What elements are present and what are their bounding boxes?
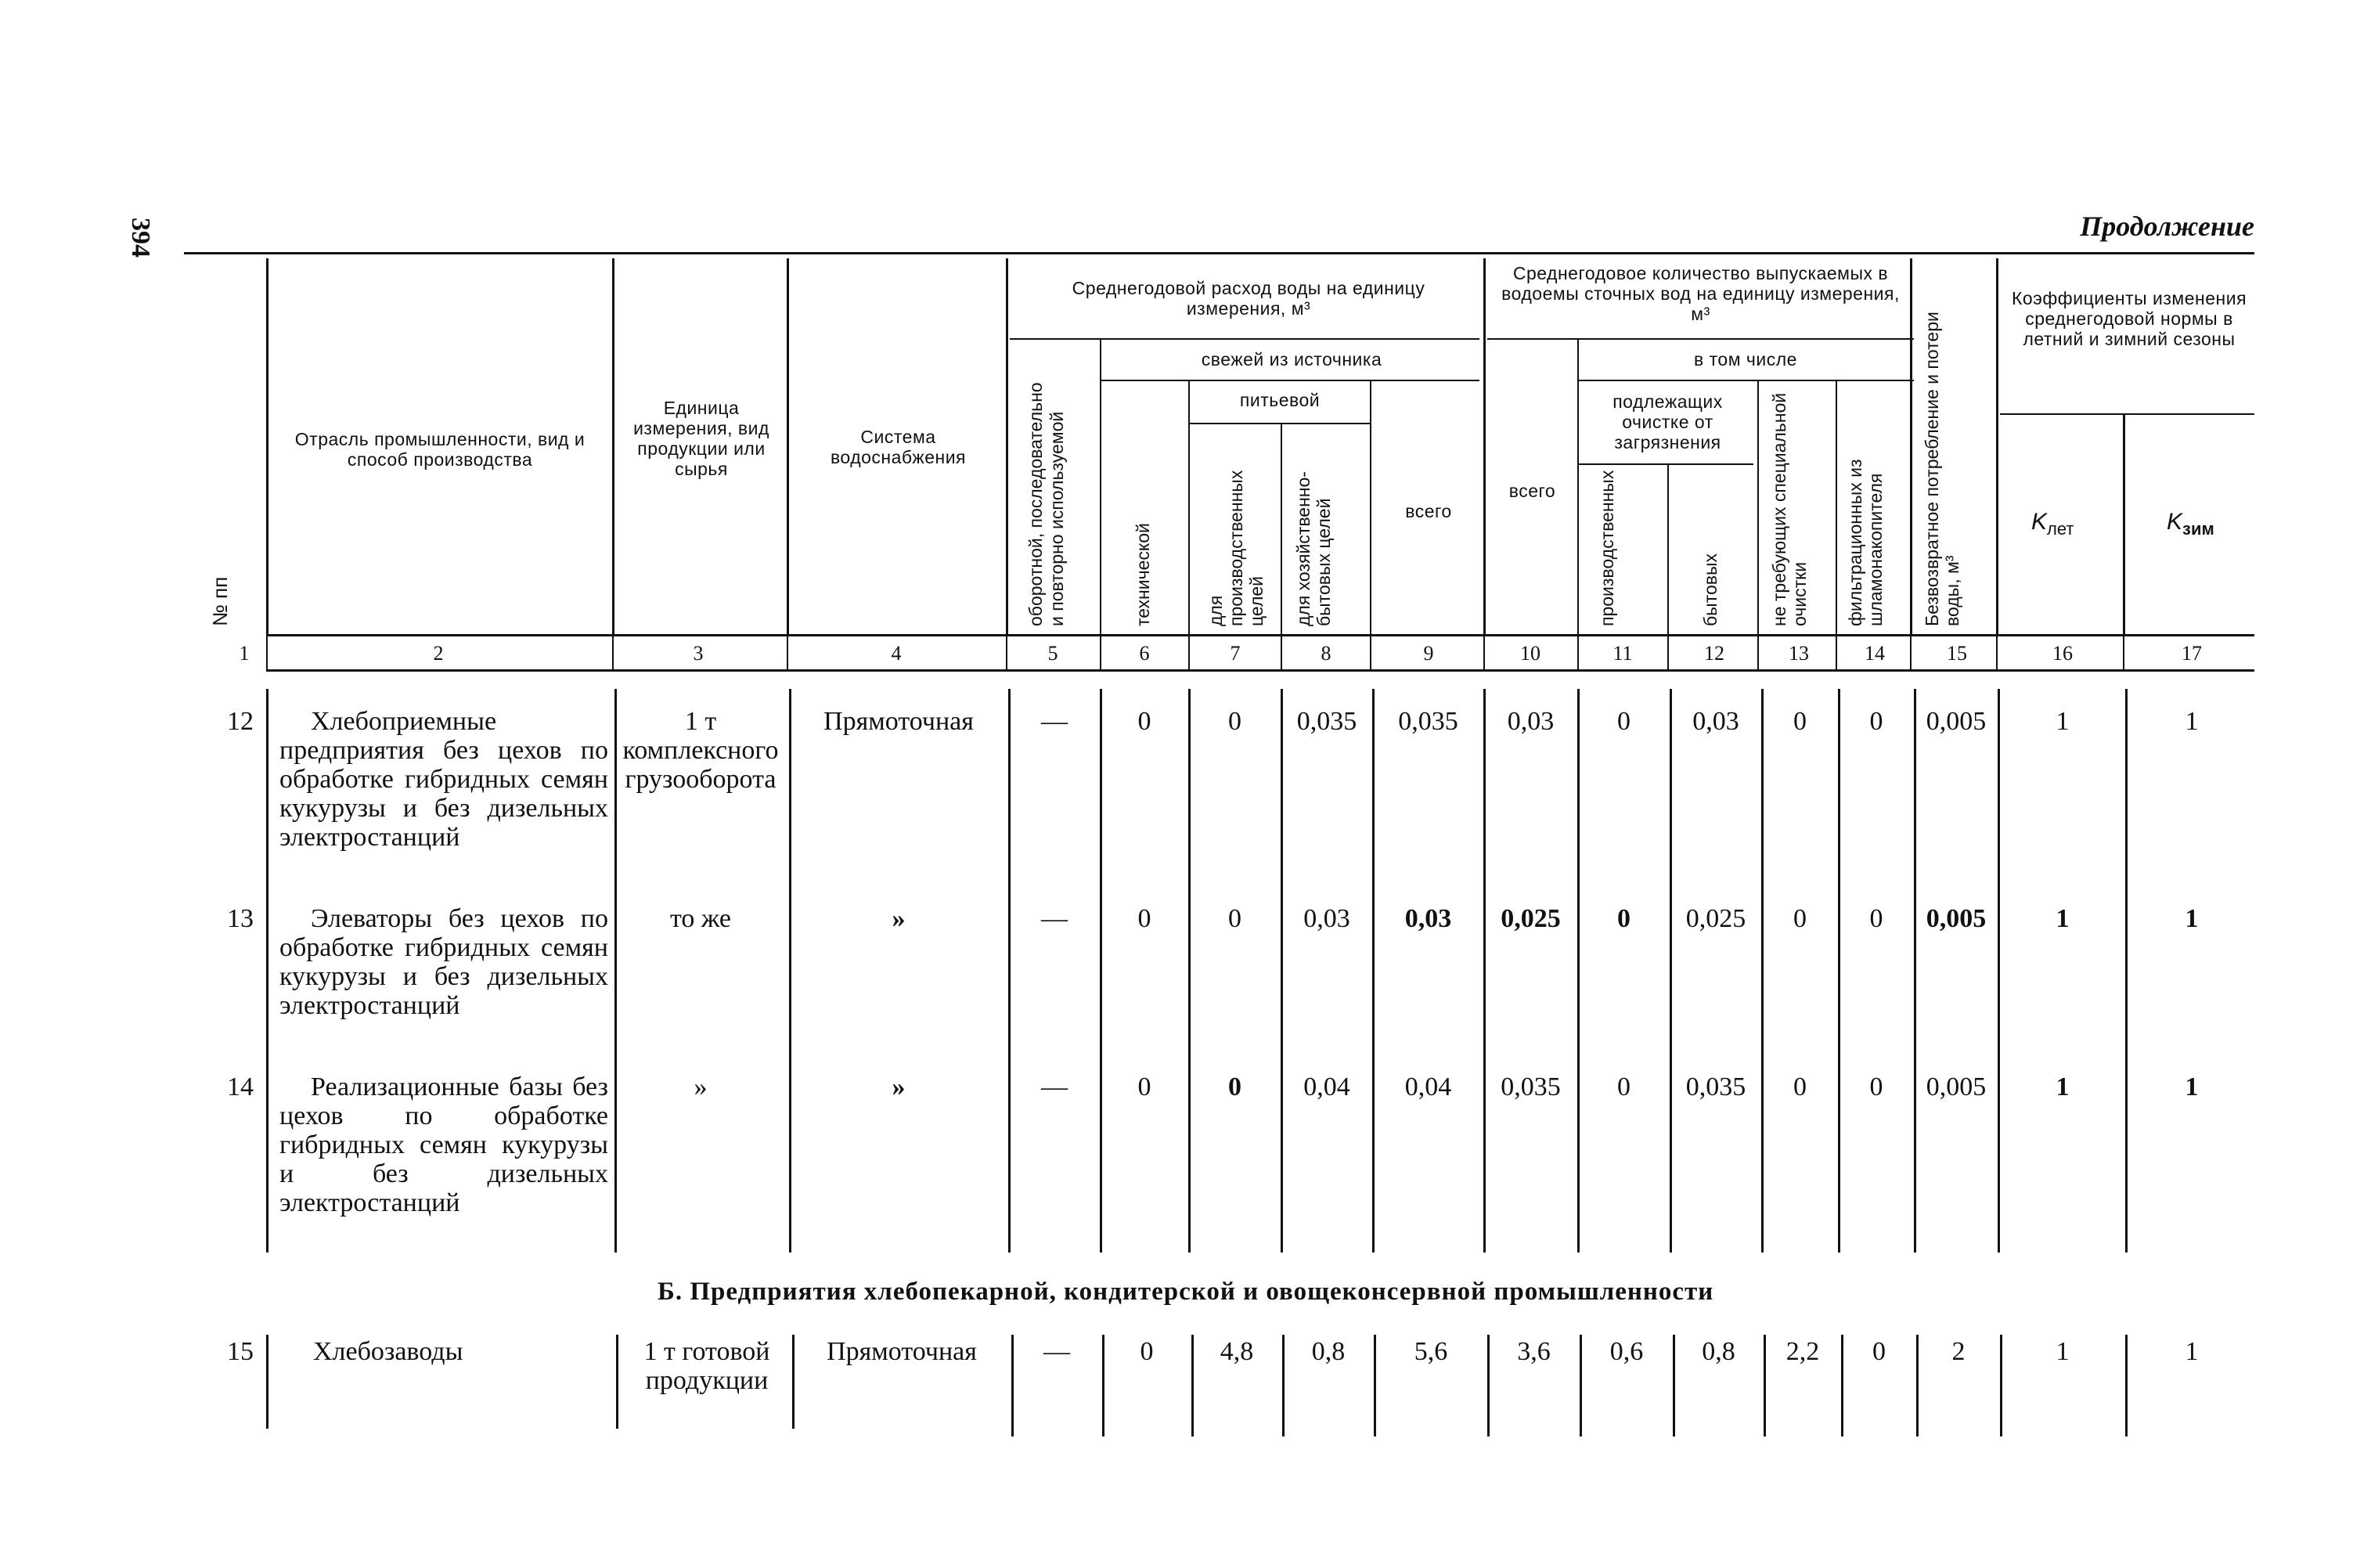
row-number: 15 xyxy=(227,1337,254,1366)
treatment-header: подлежащих очистке от загрязнения xyxy=(1612,391,1723,452)
discharge-group-header: Среднегодовое количество выпускаемых в водоемы сточных вод на единицу измерения, м³ xyxy=(1501,263,1900,324)
recycled-header: оборотной, последовательно и повторно используемой xyxy=(1025,382,1067,626)
value-cell: 1 xyxy=(2185,904,2199,933)
unit-cell: 1 т готовой продукции xyxy=(643,1337,770,1395)
column-number: 7 xyxy=(1230,642,1241,665)
value-cell: 0 xyxy=(1617,1072,1631,1101)
value-cell: 0,035 xyxy=(1296,707,1357,736)
unit-cell: то же xyxy=(669,904,732,933)
continuation-label: Продолжение xyxy=(2080,211,2254,242)
column-number: 10 xyxy=(1520,642,1540,665)
column-number: 3 xyxy=(693,642,704,665)
value-cell: 0,04 xyxy=(1303,1072,1350,1101)
consumption-total-header: всего xyxy=(1405,501,1452,521)
page-number: 394 xyxy=(126,218,155,258)
column-number: 9 xyxy=(1423,642,1434,665)
value-cell: — xyxy=(1041,1072,1068,1101)
value-cell: 0,005 xyxy=(1926,904,1987,933)
value-cell: 0,025 xyxy=(1685,904,1746,933)
value-cell: 2 xyxy=(1951,1337,1966,1366)
potable-header: питьевой xyxy=(1239,390,1321,410)
industry-cell: Реализационные базы без цехов по обработке гибридных семян кукурузы и без дизельных электростанций xyxy=(279,1072,608,1217)
value-cell: 0,03 xyxy=(1507,707,1555,736)
value-cell: 0,8 xyxy=(1311,1337,1346,1366)
technical-header: технической xyxy=(1133,523,1153,626)
value-cell: 0 xyxy=(1137,904,1151,933)
column-number: 2 xyxy=(433,642,444,665)
column-number: 8 xyxy=(1321,642,1331,665)
value-cell: 0 xyxy=(1869,1072,1883,1101)
value-cell: 0 xyxy=(1869,904,1883,933)
filtration-header: фильтрационных из шламонакопителя xyxy=(1845,459,1886,626)
industry-header: Отрасль промышленности, вид и способ производства xyxy=(294,429,586,470)
column-number: 11 xyxy=(1612,642,1633,665)
system-header: Система водоснабжения xyxy=(830,427,967,467)
value-cell: 0,025 xyxy=(1501,904,1561,933)
column-number: 15 xyxy=(1947,642,1967,665)
section-title: Б. Предприятия хлебопекарной, кондитерской и овощеконсервной промышленности xyxy=(658,1278,1714,1306)
value-cell: — xyxy=(1041,707,1068,736)
unit-cell: » xyxy=(694,1072,708,1101)
value-cell: 0,03 xyxy=(1404,904,1452,933)
value-cell: 4,8 xyxy=(1220,1337,1254,1366)
value-cell: 1 xyxy=(2056,904,2070,933)
value-cell: 0 xyxy=(1617,904,1631,933)
value-cell: 5,6 xyxy=(1414,1337,1448,1366)
system-cell: » xyxy=(892,904,906,933)
value-cell: 0,035 xyxy=(1501,1072,1561,1101)
value-cell: 0,035 xyxy=(1685,1072,1746,1101)
k-winter-header: $K_{зим}$ xyxy=(2167,509,2214,539)
value-cell: — xyxy=(1041,904,1068,933)
value-cell: 2,2 xyxy=(1785,1337,1820,1366)
system-cell: Прямоточная xyxy=(827,1337,977,1366)
industry-cell: Хлебоприемные предприятия без цехов по обработке гибридных семян кукурузы и без дизельных электростанций xyxy=(279,707,608,852)
value-cell: 0 xyxy=(1793,707,1807,736)
value-cell: 0 xyxy=(1228,1072,1241,1101)
column-number: 12 xyxy=(1704,642,1724,665)
fresh-header: свежей из источника xyxy=(1201,349,1382,369)
value-cell: 3,6 xyxy=(1517,1337,1551,1366)
irretrievable-loss-header: Безвозвратное потребление и потери воды, м³ xyxy=(1922,312,1962,626)
value-cell: 1 xyxy=(2185,1337,2199,1366)
value-cell: 0,6 xyxy=(1609,1337,1644,1366)
value-cell: 0 xyxy=(1140,1337,1154,1366)
value-cell: 0 xyxy=(1228,904,1241,933)
column-number: 6 xyxy=(1139,642,1150,665)
system-cell: » xyxy=(892,1072,906,1101)
production-purposes-header: для производственных целей xyxy=(1205,470,1267,626)
household-wastewater-header: бытовых xyxy=(1700,553,1721,626)
coefficients-group-header: Коэффициенты изменения среднегодовой нормы в летний и зимний сезоны xyxy=(2011,288,2247,349)
column-number: 5 xyxy=(1047,642,1058,665)
value-cell: 0,03 xyxy=(1303,904,1350,933)
row-number: 13 xyxy=(227,904,254,933)
value-cell: 0,04 xyxy=(1404,1072,1452,1101)
including-header: в том числе xyxy=(1694,349,1797,369)
row-number: 12 xyxy=(227,707,254,736)
column-number: 14 xyxy=(1865,642,1885,665)
household-purposes-header: для хозяйственно-бытовых целей xyxy=(1293,471,1334,626)
column-number: 4 xyxy=(891,642,902,665)
value-cell: 0 xyxy=(1869,707,1883,736)
value-cell: 0 xyxy=(1228,707,1241,736)
value-cell: 1 xyxy=(2056,1072,2070,1101)
col-number-header: № пп xyxy=(208,576,232,626)
unit-cell: 1 т комплексного грузооборота xyxy=(622,707,779,794)
value-cell: 1 xyxy=(2185,707,2199,736)
column-number: 16 xyxy=(2052,642,2073,665)
column-number: 1 xyxy=(239,642,250,665)
value-cell: 1 xyxy=(2056,707,2070,736)
column-number: 17 xyxy=(2182,642,2202,665)
value-cell: 0,005 xyxy=(1926,707,1987,736)
value-cell: 0 xyxy=(1137,707,1151,736)
consumption-group-header: Среднегодовой расход воды на единицу измерения, м³ xyxy=(1072,278,1425,319)
column-number: 13 xyxy=(1789,642,1809,665)
value-cell: 0 xyxy=(1617,707,1631,736)
value-cell: 0,035 xyxy=(1398,707,1458,736)
value-cell: 0,03 xyxy=(1692,707,1739,736)
industry-cell: Элеваторы без цехов по обработке гибридных семян кукурузы и без дизельных электростанций xyxy=(279,904,608,1020)
industry-cell: Хлебозаводы xyxy=(313,1337,463,1366)
value-cell: 0,005 xyxy=(1926,1072,1987,1101)
value-cell: 0 xyxy=(1137,1072,1151,1101)
production-wastewater-header: производственных xyxy=(1597,470,1617,626)
value-cell: 0 xyxy=(1793,1072,1807,1101)
row-number: 14 xyxy=(227,1072,254,1101)
system-cell: Прямоточная xyxy=(823,707,974,736)
value-cell: 0 xyxy=(1872,1337,1886,1366)
value-cell: 0 xyxy=(1793,904,1807,933)
no-treatment-header: не требующих специальной очистки xyxy=(1769,392,1810,626)
value-cell: — xyxy=(1043,1337,1070,1366)
value-cell: 1 xyxy=(2185,1072,2199,1101)
unit-header: Единица измерения, вид продукции или сырья xyxy=(633,398,769,479)
k-summer-header: $K_{лет}$ xyxy=(2031,509,2074,539)
discharge-total-header: всего xyxy=(1508,481,1556,501)
value-cell: 0,8 xyxy=(1702,1337,1735,1366)
value-cell: 1 xyxy=(2056,1337,2070,1366)
